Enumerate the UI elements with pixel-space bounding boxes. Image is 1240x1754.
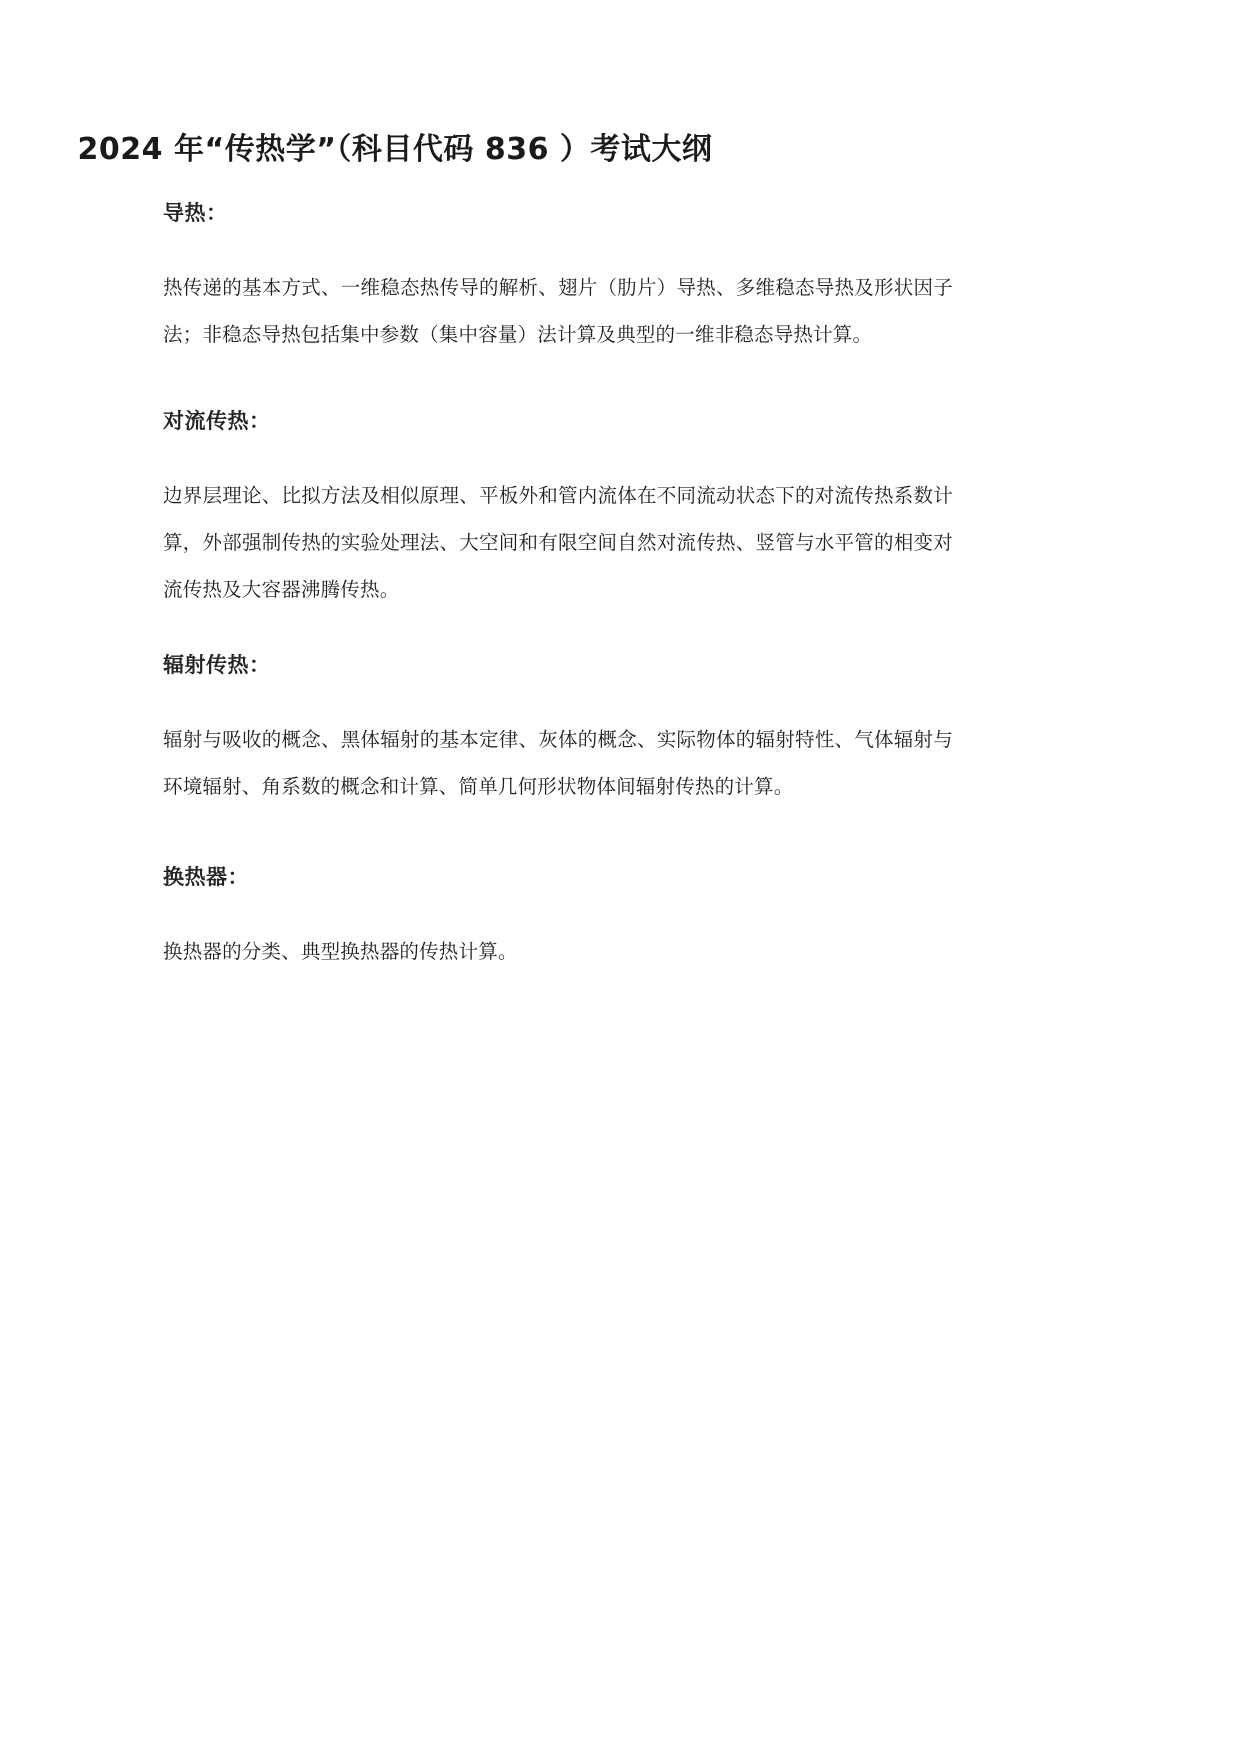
section-paragraph: 换热器的分类、典型换热器的传热计算。 xyxy=(163,940,518,963)
section-huanreqi xyxy=(163,862,953,975)
section-heading: 辐射传热： xyxy=(163,653,271,677)
section-paragraph: 辐射与吸收的概念、黑体辐射的基本定律、灰体的概念、实际物体的辐射特性、气体辐射与环境辐射、角系数的概念和计算、简单几何形状物体间辐射传热的计算。 xyxy=(163,728,953,798)
section-fushe-chuanre xyxy=(163,650,953,810)
section-heading: 导热： xyxy=(163,201,228,225)
section-paragraph: 热传递的基本方式、一维稳态热传导的解析、翅片（肋片）导热、多维稳态导热及形状因子法；非稳态导热包括集中参数（集中容量）法计算及典型的一维非稳态导热计算。 xyxy=(163,276,953,346)
section-duiliu-chuanre xyxy=(163,406,953,613)
section-heading: 换热器： xyxy=(163,865,249,889)
section-heading: 对流传热： xyxy=(163,409,271,433)
page-title: 2024 年“传热学”（科目代码 836 ）考试大纲 xyxy=(77,132,713,167)
section-daore xyxy=(163,198,953,358)
section-paragraph: 边界层理论、比拟方法及相似原理、平板外和管内流体在不同流动状态下的对流传热系数计算，外部强制传热的实验处理法、大空间和有限空间自然对流传热、竖管与水平管的相变对流传热及大容器沸腾传热。 xyxy=(163,484,953,601)
